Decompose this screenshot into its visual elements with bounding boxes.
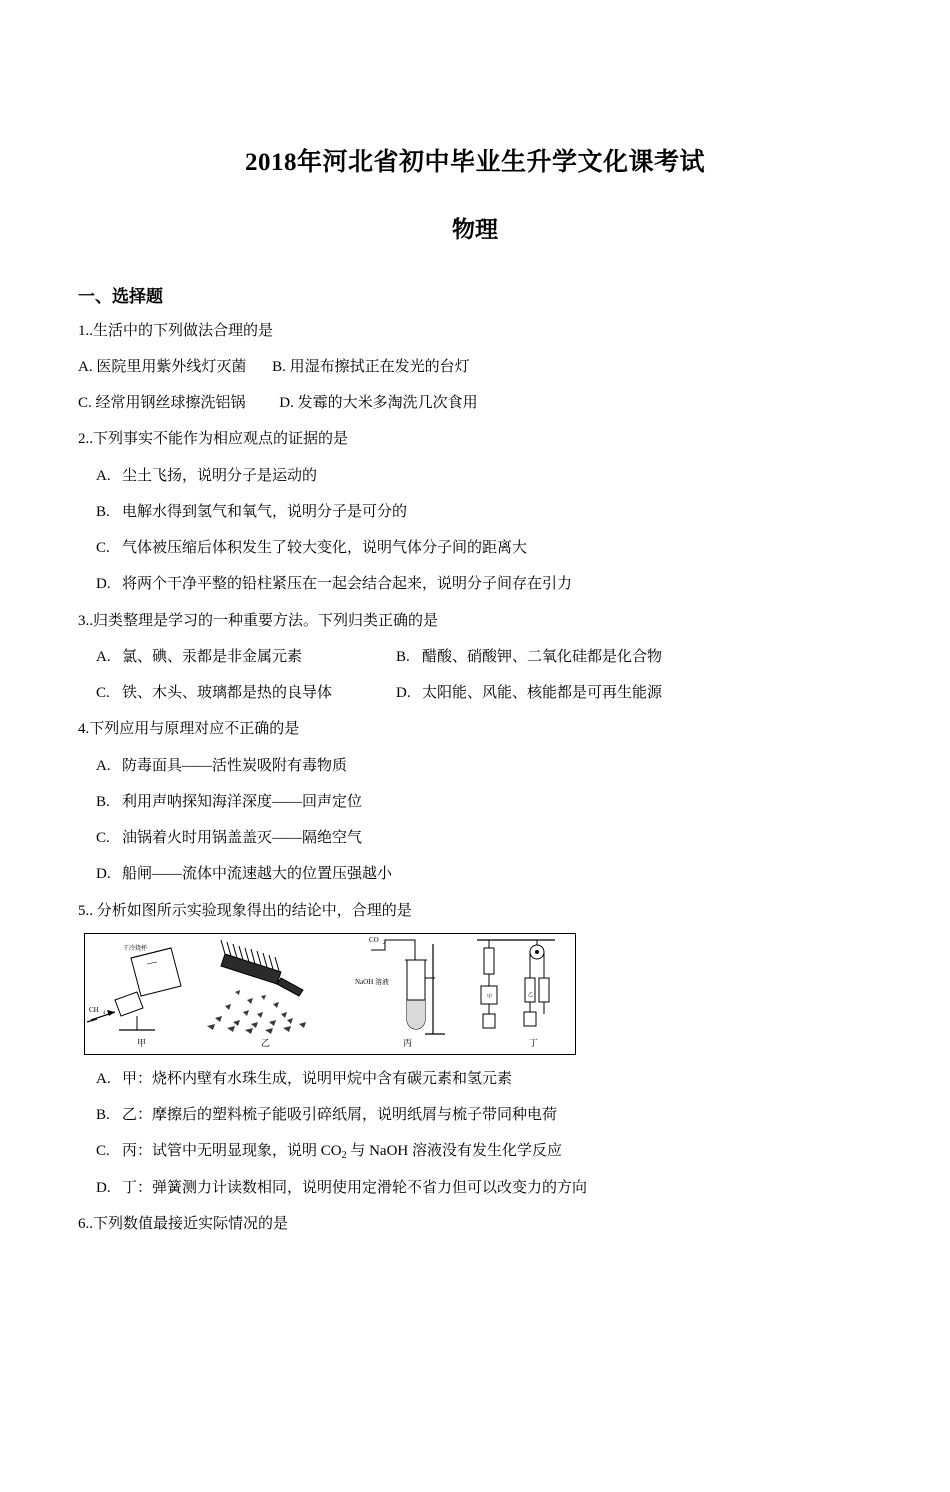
option-a xyxy=(96,646,396,669)
option-label: D. xyxy=(96,576,111,593)
option-text: 乙：摩擦后的塑料梳子能吸引碎纸屑，说明纸屑与梳子带同种电荷 xyxy=(122,1107,558,1124)
option-label: C. xyxy=(96,685,110,702)
option-d: D. 发霉的大米多淘洗几次食用 xyxy=(279,395,478,412)
option-text: 气体被压缩后体积发生了较大变化，说明气体分子间的距离大 xyxy=(122,540,528,557)
option-text: 电解水得到氢气和氧气，说明分子是可分的 xyxy=(122,503,408,520)
svg-text:CH: CH xyxy=(89,1005,99,1014)
option-item xyxy=(78,573,872,596)
option-item xyxy=(78,1104,872,1127)
question-stem: 2..下列事实不能作为相应观点的证据的是 xyxy=(78,431,349,448)
option-b: B. 用湿布擦拭正在发光的台灯 xyxy=(272,358,470,375)
option-row xyxy=(78,682,872,705)
option-label: C. xyxy=(96,540,110,557)
svg-text:CO: CO xyxy=(369,935,379,944)
question-stem: 3..归类整理是学习的一种重要方法。下列归类正确的是 xyxy=(78,612,439,629)
question-stem: 4.下列应用与原理对应不正确的是 xyxy=(78,721,300,738)
option-item xyxy=(78,1140,872,1163)
option-label: B. xyxy=(96,503,110,520)
option-label: B. xyxy=(96,1107,110,1124)
option-item xyxy=(78,537,872,560)
option-text: 太阳能、风能、核能都是可再生能源 xyxy=(422,685,663,702)
svg-text:乙: 乙 xyxy=(261,1037,271,1048)
option-label: A. xyxy=(96,1070,111,1087)
option-item xyxy=(78,755,872,778)
option-item xyxy=(78,1068,872,1091)
option-d xyxy=(396,685,662,701)
page-subtitle: 物理 xyxy=(452,217,498,242)
option-text: 铁、木头、玻璃都是热的良导体 xyxy=(122,685,333,702)
question-stem: 1..生活中的下列做法合理的是 xyxy=(78,322,274,339)
svg-text:丁: 丁 xyxy=(529,1037,539,1048)
option-row xyxy=(78,646,872,669)
option-b xyxy=(396,649,662,665)
option-c: C. 经常用钢丝球擦洗铝锅 xyxy=(78,395,246,412)
question-stem: 6..下列数值最接近实际情况的是 xyxy=(78,1215,289,1232)
option-label: D. xyxy=(396,685,411,702)
option-text: 将两个干净平整的铅柱紧压在一起会结合起来，说明分子间存在引力 xyxy=(122,576,573,593)
experiment-diagram xyxy=(84,933,576,1055)
section-heading: 一、选择题 xyxy=(78,286,163,306)
option-text: 氯、碘、汞都是非金属元素 xyxy=(122,648,303,665)
option-label: B. xyxy=(396,648,410,665)
page-title: 2018年河北省初中毕业生升学文化课考试 xyxy=(244,149,705,176)
option-item xyxy=(78,863,872,886)
option-row xyxy=(78,392,872,415)
svg-text:乙: 乙 xyxy=(528,992,534,998)
option-item xyxy=(78,791,872,814)
option-text: 甲：烧杯内壁有水珠生成，说明甲烷中含有碳元素和氢元素 xyxy=(122,1070,513,1087)
option-text: 油锅着火时用锅盖盖灭——隔绝空气 xyxy=(122,830,363,847)
svg-text:4: 4 xyxy=(103,1010,106,1016)
option-item xyxy=(78,465,872,488)
experiment-diagram-svg xyxy=(85,934,573,1052)
option-c xyxy=(96,682,396,705)
option-label: A. xyxy=(96,467,111,484)
svg-text:丙: 丙 xyxy=(403,1037,413,1048)
svg-text:甲: 甲 xyxy=(137,1037,147,1048)
option-text: 丁：弹簧测力计读数相同，说明使用定滑轮不省力但可以改变力的方向 xyxy=(122,1179,588,1196)
svg-text:NaOH 溶液: NaOH 溶液 xyxy=(355,977,390,986)
option-label: A. xyxy=(96,648,111,665)
option-text: 船闸——流体中流速越大的位置压强越小 xyxy=(122,866,393,883)
option-item xyxy=(78,827,872,850)
option-text: 尘土飞扬，说明分子是运动的 xyxy=(122,467,318,484)
option-item xyxy=(78,501,872,524)
option-text: 丙：试管中无明显现象，说明 $CO_2$ 与 NaOH 溶液没有发生化学反应 xyxy=(122,1143,563,1162)
option-row xyxy=(78,356,872,379)
experiment-figure xyxy=(84,933,872,1055)
svg-text:2: 2 xyxy=(383,940,386,946)
option-label: B. xyxy=(96,793,110,810)
svg-text:甲: 甲 xyxy=(487,994,493,1000)
option-label: C. xyxy=(96,830,110,847)
question-stem: 5.. 分析如图所示实验现象得出的结论中，合理的是 xyxy=(78,902,412,919)
option-label: D. xyxy=(96,866,111,883)
option-text: 利用声呐探知海洋深度——回声定位 xyxy=(122,793,363,810)
option-text: 防毒面具——活性炭吸附有毒物质 xyxy=(122,757,348,774)
option-a: A. 医院里用紫外线灯灭菌 xyxy=(78,358,247,375)
option-item xyxy=(78,1177,872,1200)
document-page xyxy=(0,148,950,1492)
option-label: C. xyxy=(96,1143,110,1160)
option-label: D. xyxy=(96,1179,111,1196)
svg-text:干冷烧杯: 干冷烧杯 xyxy=(123,945,148,952)
option-label: A. xyxy=(96,757,111,774)
option-text: 醋酸、硝酸钾、二氧化硅都是化合物 xyxy=(422,648,663,665)
